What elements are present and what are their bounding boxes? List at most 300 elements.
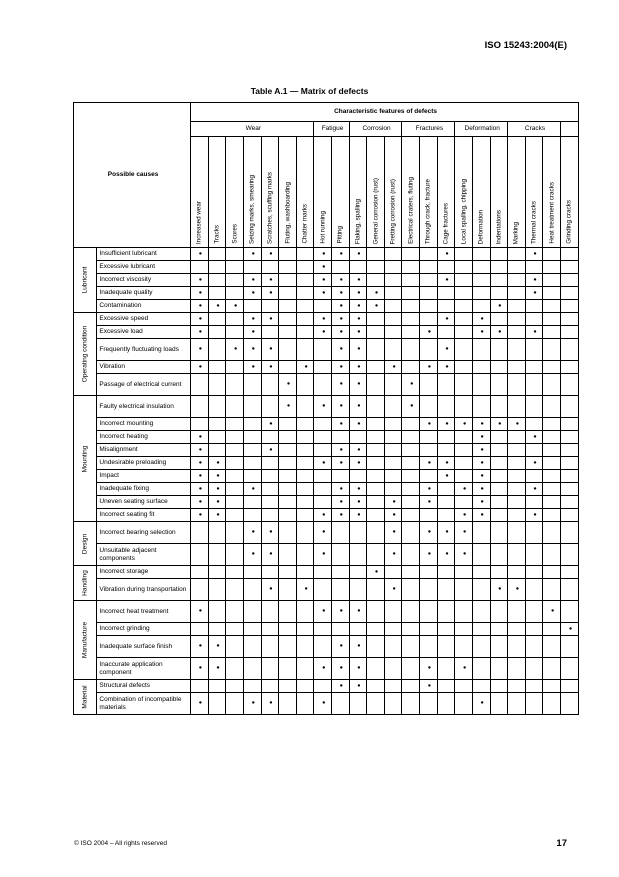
empty-cell [384, 287, 402, 300]
empty-cell [261, 374, 279, 396]
empty-cell [384, 470, 402, 483]
table-row [74, 339, 579, 361]
empty-cell [296, 374, 314, 396]
defect-mark [420, 658, 438, 680]
feature-column-label: Marking [512, 221, 520, 244]
possible-causes-header: Possible causes [74, 103, 191, 248]
empty-cell [367, 522, 385, 544]
empty-cell [420, 374, 438, 396]
empty-cell [490, 522, 508, 544]
feature-column-label: Thermal cracks [530, 200, 538, 244]
empty-cell [472, 374, 490, 396]
empty-cell [455, 566, 473, 579]
empty-cell [560, 248, 578, 261]
empty-cell [472, 361, 490, 374]
empty-cell [332, 693, 350, 715]
empty-cell [560, 374, 578, 396]
empty-cell [420, 444, 438, 457]
defect-mark [490, 300, 508, 313]
empty-cell [208, 623, 226, 636]
cause-label: Unsuitable adjacent components [97, 544, 191, 566]
empty-cell [279, 287, 297, 300]
empty-cell [402, 544, 420, 566]
empty-cell [543, 693, 561, 715]
empty-cell [296, 636, 314, 658]
empty-cell [508, 636, 526, 658]
defect-mark [332, 509, 350, 522]
defect-mark [261, 287, 279, 300]
empty-cell [508, 658, 526, 680]
empty-cell [261, 566, 279, 579]
defect-mark [208, 470, 226, 483]
empty-cell [296, 326, 314, 339]
defect-mark [349, 300, 367, 313]
empty-cell [455, 636, 473, 658]
empty-cell [279, 248, 297, 261]
table-title: Table A.1 — Matrix of defects [250, 86, 369, 96]
empty-cell [420, 396, 438, 418]
empty-cell [508, 274, 526, 287]
table-row [74, 693, 579, 715]
empty-cell [472, 658, 490, 680]
defect-mark [420, 418, 438, 431]
defect-mark [349, 601, 367, 623]
defect-mark [525, 326, 543, 339]
feature-group-header: Cracks [508, 122, 561, 137]
empty-cell [455, 361, 473, 374]
feature-column-label: Scores [231, 224, 239, 244]
empty-cell [279, 457, 297, 470]
empty-cell [314, 579, 332, 601]
empty-cell [367, 601, 385, 623]
cause-label: Insufficient lubricant [97, 248, 191, 261]
empty-cell [296, 418, 314, 431]
defect-mark [455, 483, 473, 496]
empty-cell [525, 579, 543, 601]
feature-column-label: Hot running [319, 211, 327, 244]
defect-mark [208, 496, 226, 509]
empty-cell [543, 544, 561, 566]
defect-mark [420, 522, 438, 544]
defect-mark [191, 693, 209, 715]
empty-cell [437, 261, 455, 274]
defect-mark [191, 496, 209, 509]
empty-cell [226, 496, 244, 509]
empty-cell [367, 680, 385, 693]
table-row [74, 457, 579, 470]
empty-cell [243, 418, 261, 431]
empty-cell [243, 374, 261, 396]
empty-cell [296, 544, 314, 566]
empty-cell [560, 483, 578, 496]
empty-cell [208, 544, 226, 566]
defect-mark [384, 509, 402, 522]
feature-column-label: Deformation [477, 209, 485, 244]
empty-cell [543, 248, 561, 261]
empty-cell [279, 418, 297, 431]
empty-cell [314, 623, 332, 636]
defect-mark [261, 274, 279, 287]
empty-cell [279, 261, 297, 274]
defect-mark [243, 339, 261, 361]
table-row [74, 300, 579, 313]
defect-mark [314, 457, 332, 470]
empty-cell [437, 374, 455, 396]
empty-cell [208, 566, 226, 579]
page-number: 17 [556, 838, 567, 849]
empty-cell [543, 287, 561, 300]
empty-cell [508, 566, 526, 579]
empty-cell [261, 431, 279, 444]
cause-group-label: Design [81, 533, 89, 554]
empty-cell [191, 566, 209, 579]
empty-cell [332, 261, 350, 274]
defect-mark [437, 522, 455, 544]
empty-cell [402, 470, 420, 483]
cause-label: Inadequate quality [97, 287, 191, 300]
defect-mark [261, 579, 279, 601]
defect-mark [279, 396, 297, 418]
empty-cell [296, 623, 314, 636]
empty-cell [402, 326, 420, 339]
defect-mark [191, 601, 209, 623]
defect-mark [191, 339, 209, 361]
defect-mark [384, 361, 402, 374]
empty-cell [420, 566, 438, 579]
empty-cell [560, 287, 578, 300]
empty-cell [455, 579, 473, 601]
empty-cell [560, 457, 578, 470]
empty-cell [402, 496, 420, 509]
cause-label: Inadequate surface finish [97, 636, 191, 658]
empty-cell [402, 566, 420, 579]
empty-cell [296, 396, 314, 418]
cause-label: Excessive speed [97, 313, 191, 326]
empty-cell [402, 431, 420, 444]
defect-mark [261, 418, 279, 431]
empty-cell [490, 248, 508, 261]
defect-mark [472, 509, 490, 522]
empty-cell [261, 470, 279, 483]
empty-cell [525, 261, 543, 274]
empty-cell [455, 374, 473, 396]
empty-cell [543, 566, 561, 579]
empty-cell [508, 396, 526, 418]
empty-cell [384, 418, 402, 431]
defect-mark [437, 339, 455, 361]
empty-cell [420, 300, 438, 313]
empty-cell [508, 248, 526, 261]
defect-mark [472, 418, 490, 431]
defect-mark [525, 483, 543, 496]
defect-mark [332, 361, 350, 374]
empty-cell [296, 658, 314, 680]
characteristic-features-header: Characteristic features of defects [191, 103, 579, 122]
empty-cell [349, 623, 367, 636]
table-row [74, 601, 579, 623]
empty-cell [314, 566, 332, 579]
empty-cell [367, 658, 385, 680]
empty-cell [332, 522, 350, 544]
empty-cell [472, 680, 490, 693]
empty-cell [384, 339, 402, 361]
empty-cell [261, 623, 279, 636]
empty-cell [402, 636, 420, 658]
defect-mark [191, 470, 209, 483]
defect-mark [208, 483, 226, 496]
defect-mark [472, 457, 490, 470]
empty-cell [560, 636, 578, 658]
empty-cell [543, 680, 561, 693]
defect-mark [349, 509, 367, 522]
empty-cell [261, 457, 279, 470]
empty-cell [367, 374, 385, 396]
empty-cell [226, 444, 244, 457]
empty-cell [226, 418, 244, 431]
empty-cell [472, 274, 490, 287]
empty-cell [191, 579, 209, 601]
cause-label: Incorrect heat treatment [97, 601, 191, 623]
empty-cell [367, 457, 385, 470]
defect-mark [332, 300, 350, 313]
empty-cell [208, 444, 226, 457]
empty-cell [420, 601, 438, 623]
empty-cell [560, 339, 578, 361]
empty-cell [508, 339, 526, 361]
defect-mark [261, 544, 279, 566]
empty-cell [560, 431, 578, 444]
empty-cell [296, 496, 314, 509]
empty-cell [402, 522, 420, 544]
empty-cell [226, 248, 244, 261]
empty-cell [508, 601, 526, 623]
feature-column-label: Cage fractures [442, 202, 450, 244]
empty-cell [296, 339, 314, 361]
defect-mark [420, 544, 438, 566]
empty-cell [243, 444, 261, 457]
empty-cell [508, 287, 526, 300]
empty-cell [455, 396, 473, 418]
empty-cell [279, 431, 297, 444]
defect-mark [296, 579, 314, 601]
empty-cell [508, 483, 526, 496]
empty-cell [455, 300, 473, 313]
empty-cell [349, 566, 367, 579]
empty-cell [490, 483, 508, 496]
cause-label: Incorrect bearing selection [97, 522, 191, 544]
empty-cell [543, 313, 561, 326]
empty-cell [525, 566, 543, 579]
empty-cell [279, 522, 297, 544]
empty-cell [226, 457, 244, 470]
empty-cell [296, 693, 314, 715]
empty-cell [402, 457, 420, 470]
empty-cell [296, 522, 314, 544]
empty-cell [508, 374, 526, 396]
empty-cell [472, 601, 490, 623]
empty-cell [402, 623, 420, 636]
empty-cell [243, 431, 261, 444]
empty-cell [543, 623, 561, 636]
empty-cell [314, 431, 332, 444]
empty-cell [243, 680, 261, 693]
empty-cell [243, 658, 261, 680]
empty-cell [437, 326, 455, 339]
empty-cell [296, 444, 314, 457]
empty-cell [367, 261, 385, 274]
empty-cell [543, 326, 561, 339]
defect-mark [525, 457, 543, 470]
empty-cell [437, 636, 455, 658]
empty-cell [279, 300, 297, 313]
empty-cell [455, 287, 473, 300]
cause-label: Structural defects [97, 680, 191, 693]
empty-cell [226, 601, 244, 623]
cause-group-label: Manufacture [81, 621, 89, 659]
empty-cell [384, 431, 402, 444]
empty-cell [472, 300, 490, 313]
feature-column-label: Heat treatment cracks [548, 182, 556, 244]
empty-cell [332, 566, 350, 579]
empty-cell [279, 601, 297, 623]
empty-cell [226, 693, 244, 715]
empty-cell [384, 396, 402, 418]
empty-cell [420, 431, 438, 444]
empty-cell [560, 261, 578, 274]
empty-cell [296, 566, 314, 579]
defect-mark [349, 418, 367, 431]
empty-cell [543, 509, 561, 522]
empty-cell [420, 579, 438, 601]
standard-number: ISO 15243:2004(E) [484, 40, 567, 51]
empty-cell [508, 261, 526, 274]
empty-cell [472, 636, 490, 658]
empty-cell [525, 361, 543, 374]
empty-cell [525, 636, 543, 658]
defect-mark [472, 431, 490, 444]
defect-mark [314, 274, 332, 287]
empty-cell [490, 361, 508, 374]
defect-mark [191, 636, 209, 658]
empty-cell [402, 658, 420, 680]
empty-cell [226, 579, 244, 601]
defect-mark [455, 522, 473, 544]
empty-cell [208, 396, 226, 418]
defect-mark [243, 483, 261, 496]
empty-cell [243, 623, 261, 636]
empty-cell [455, 326, 473, 339]
empty-cell [508, 326, 526, 339]
empty-cell [314, 374, 332, 396]
empty-cell [402, 300, 420, 313]
empty-cell [384, 693, 402, 715]
empty-cell [560, 396, 578, 418]
empty-cell [490, 396, 508, 418]
defect-mark [349, 457, 367, 470]
defect-mark [349, 444, 367, 457]
empty-cell [279, 339, 297, 361]
cause-label: Excessive load [97, 326, 191, 339]
empty-cell [402, 483, 420, 496]
empty-cell [543, 496, 561, 509]
feature-column-label: Scratches, scuffing marks [266, 172, 274, 244]
defect-mark [332, 483, 350, 496]
empty-cell [560, 470, 578, 483]
defect-mark [314, 248, 332, 261]
empty-cell [261, 483, 279, 496]
empty-cell [560, 544, 578, 566]
empty-cell [367, 636, 385, 658]
empty-cell [367, 313, 385, 326]
empty-cell [455, 693, 473, 715]
defect-mark [437, 470, 455, 483]
defect-mark [332, 658, 350, 680]
cause-label: Incorrect mounting [97, 418, 191, 431]
empty-cell [384, 261, 402, 274]
empty-cell [402, 339, 420, 361]
empty-cell [332, 623, 350, 636]
empty-cell [226, 544, 244, 566]
table-row [74, 522, 579, 544]
empty-cell [226, 287, 244, 300]
empty-cell [226, 636, 244, 658]
empty-cell [472, 248, 490, 261]
defect-mark [243, 274, 261, 287]
defect-mark [191, 509, 209, 522]
table-row [74, 326, 579, 339]
feature-column-label: Electrical craters, fluting [407, 177, 415, 244]
defect-mark [384, 522, 402, 544]
empty-cell [472, 544, 490, 566]
table-row [74, 361, 579, 374]
empty-cell [472, 287, 490, 300]
empty-cell [296, 287, 314, 300]
defect-mark [314, 509, 332, 522]
empty-cell [279, 361, 297, 374]
empty-cell [279, 313, 297, 326]
empty-cell [490, 658, 508, 680]
empty-cell [525, 313, 543, 326]
cause-label: Inaccurate application component [97, 658, 191, 680]
empty-cell [402, 313, 420, 326]
empty-cell [296, 680, 314, 693]
empty-cell [261, 509, 279, 522]
defect-mark [349, 248, 367, 261]
defect-mark [279, 374, 297, 396]
feature-column-label: Tracks [213, 225, 221, 244]
empty-cell [543, 483, 561, 496]
defect-mark [367, 300, 385, 313]
empty-cell [560, 522, 578, 544]
empty-cell [402, 287, 420, 300]
empty-cell [490, 544, 508, 566]
defect-mark [191, 431, 209, 444]
empty-cell [243, 509, 261, 522]
empty-cell [525, 544, 543, 566]
empty-cell [208, 339, 226, 361]
defect-mark [261, 339, 279, 361]
empty-cell [455, 431, 473, 444]
empty-cell [560, 680, 578, 693]
empty-cell [455, 339, 473, 361]
defect-mark [226, 339, 244, 361]
empty-cell [384, 658, 402, 680]
empty-cell [367, 444, 385, 457]
feature-group-header: Deformation [455, 122, 508, 137]
defect-mark [525, 509, 543, 522]
empty-cell [208, 522, 226, 544]
cause-label: Frequently fluctuating loads [97, 339, 191, 361]
